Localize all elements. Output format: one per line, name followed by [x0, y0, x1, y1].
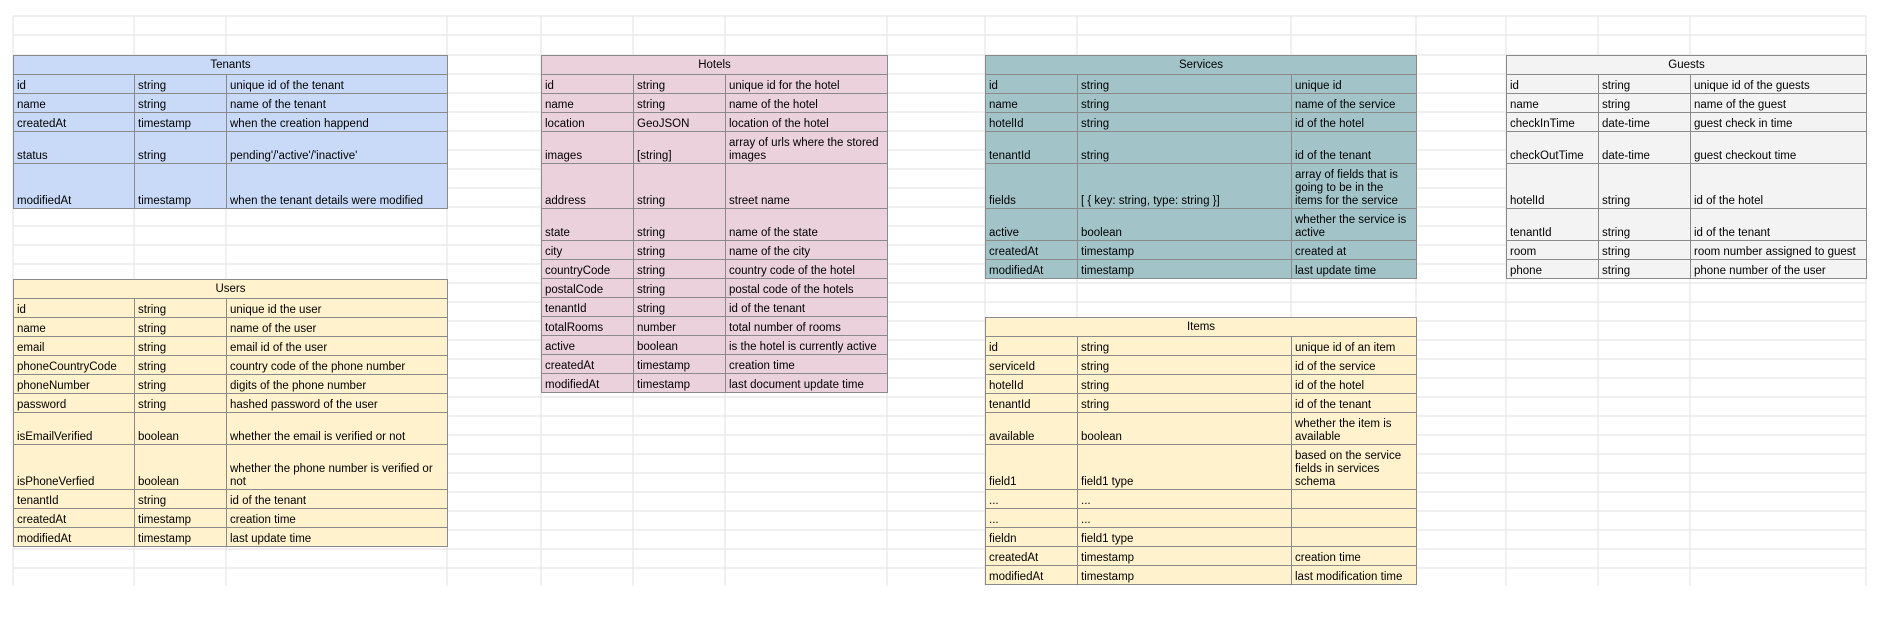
items-title: Items — [986, 318, 1417, 337]
field-description[interactable]: based on the service fields in services schema — [1292, 445, 1417, 490]
field-name[interactable]: fieldn — [986, 528, 1078, 547]
field-name[interactable]: active — [986, 209, 1078, 241]
field-name[interactable]: totalRooms — [542, 317, 634, 336]
field-description[interactable]: unique id for the hotel — [726, 75, 888, 94]
field-name[interactable]: email — [14, 337, 135, 356]
table-row — [986, 337, 1417, 356]
field-type[interactable]: string — [135, 375, 227, 394]
field-name[interactable]: name — [14, 318, 135, 337]
field-description[interactable]: whether the item is available — [1292, 413, 1417, 445]
field-name[interactable]: city — [542, 241, 634, 260]
field-type[interactable]: string — [1078, 94, 1292, 113]
field-name[interactable]: modifiedAt — [986, 260, 1078, 279]
field-type[interactable]: field1 type — [1078, 528, 1292, 547]
field-type[interactable]: string — [634, 164, 726, 209]
table-row — [986, 260, 1417, 279]
field-name[interactable]: createdAt — [14, 509, 135, 528]
field-description[interactable]: hashed password of the user — [227, 394, 448, 413]
table-row — [542, 317, 888, 336]
field-type[interactable]: date-time — [1599, 113, 1691, 132]
field-description[interactable]: country code of the phone number — [227, 356, 448, 375]
field-description[interactable]: unique id of the guests — [1691, 75, 1867, 94]
field-type[interactable]: string — [135, 132, 227, 164]
field-name[interactable]: id — [1507, 75, 1599, 94]
field-description[interactable]: room number assigned to guest — [1691, 241, 1867, 260]
field-name[interactable]: location — [542, 113, 634, 132]
table-row — [542, 209, 888, 241]
table-row — [14, 132, 448, 164]
table-row — [986, 547, 1417, 566]
field-name[interactable]: tenantId — [1507, 209, 1599, 241]
field-type[interactable]: string — [634, 260, 726, 279]
field-description[interactable]: creation time — [726, 355, 888, 374]
field-description[interactable]: when the tenant details were modified — [227, 164, 448, 209]
table-row — [542, 355, 888, 374]
field-description[interactable]: creation time — [1292, 547, 1417, 566]
field-name[interactable]: id — [542, 75, 634, 94]
field-description[interactable]: id of the tenant — [1292, 394, 1417, 413]
field-type[interactable]: string — [1078, 113, 1292, 132]
field-description[interactable]: id of the tenant — [1292, 132, 1417, 164]
table-row — [14, 490, 448, 509]
field-type[interactable]: GeoJSON — [634, 113, 726, 132]
field-type[interactable]: timestamp — [1078, 260, 1292, 279]
table-row — [1507, 113, 1867, 132]
field-type[interactable]: timestamp — [135, 164, 227, 209]
field-description[interactable] — [1292, 509, 1417, 528]
field-name[interactable]: id — [14, 299, 135, 318]
users-table — [13, 279, 448, 547]
table-row — [986, 209, 1417, 241]
field-name[interactable]: createdAt — [542, 355, 634, 374]
field-type[interactable]: string — [135, 75, 227, 94]
table-row — [986, 394, 1417, 413]
table-row — [14, 299, 448, 318]
table-row — [986, 75, 1417, 94]
field-name[interactable]: countryCode — [542, 260, 634, 279]
field-type[interactable]: timestamp — [135, 113, 227, 132]
field-description[interactable]: unique id of an item — [1292, 337, 1417, 356]
field-type[interactable]: timestamp — [1078, 241, 1292, 260]
field-type[interactable]: timestamp — [634, 374, 726, 393]
field-type[interactable]: string — [135, 94, 227, 113]
field-name[interactable]: modifiedAt — [986, 566, 1078, 585]
field-name[interactable]: name — [986, 94, 1078, 113]
field-type[interactable]: string — [135, 394, 227, 413]
table-row — [986, 356, 1417, 375]
services-table — [985, 55, 1417, 279]
field-name[interactable]: createdAt — [14, 113, 135, 132]
field-name[interactable]: address — [542, 164, 634, 209]
field-name[interactable]: postalCode — [542, 279, 634, 298]
field-description[interactable]: guest checkout time — [1691, 132, 1867, 164]
field-type[interactable]: boolean — [1078, 413, 1292, 445]
table-row — [14, 356, 448, 375]
table-row — [14, 509, 448, 528]
table-row — [986, 490, 1417, 509]
field-type[interactable]: ... — [1078, 509, 1292, 528]
field-type[interactable]: string — [135, 318, 227, 337]
users-title: Users — [14, 280, 448, 299]
table-row — [14, 445, 448, 490]
table-row — [986, 375, 1417, 394]
field-description[interactable]: id of the hotel — [1691, 164, 1867, 209]
field-name[interactable]: images — [542, 132, 634, 164]
table-row — [1507, 164, 1867, 209]
field-description[interactable]: id of the hotel — [1292, 113, 1417, 132]
field-name[interactable]: phoneCountryCode — [14, 356, 135, 375]
table-row — [14, 337, 448, 356]
table-row — [986, 132, 1417, 164]
field-description[interactable]: pending'/'active'/'inactive' — [227, 132, 448, 164]
field-description[interactable]: creation time — [227, 509, 448, 528]
field-name[interactable]: tenantId — [986, 394, 1078, 413]
table-row — [14, 528, 448, 547]
field-name[interactable]: tenantId — [986, 132, 1078, 164]
field-name[interactable]: createdAt — [986, 241, 1078, 260]
field-description[interactable]: location of the hotel — [726, 113, 888, 132]
field-type[interactable]: string — [634, 241, 726, 260]
table-row — [542, 94, 888, 113]
table-row — [986, 566, 1417, 585]
field-description[interactable]: last modification time — [1292, 566, 1417, 585]
field-description[interactable]: name of the tenant — [227, 94, 448, 113]
field-type[interactable]: string — [135, 490, 227, 509]
field-name[interactable]: id — [14, 75, 135, 94]
field-type[interactable]: boolean — [634, 336, 726, 355]
field-description[interactable]: last update time — [1292, 260, 1417, 279]
field-name[interactable]: modifiedAt — [14, 164, 135, 209]
table-row — [1507, 241, 1867, 260]
field-name[interactable]: active — [542, 336, 634, 355]
table-row — [986, 445, 1417, 490]
table-row — [542, 279, 888, 298]
field-type[interactable]: number — [634, 317, 726, 336]
table-row — [542, 164, 888, 209]
field-description[interactable]: total number of rooms — [726, 317, 888, 336]
field-type[interactable]: date-time — [1599, 132, 1691, 164]
table-row — [542, 132, 888, 164]
field-type[interactable]: string — [634, 209, 726, 241]
field-description[interactable]: digits of the phone number — [227, 375, 448, 394]
table-row — [542, 113, 888, 132]
guests-title: Guests — [1507, 56, 1867, 75]
field-type[interactable]: [ { key: string, type: string }] — [1078, 164, 1292, 209]
services-title: Services — [986, 56, 1417, 75]
field-type[interactable]: string — [1599, 241, 1691, 260]
field-description[interactable]: name of the service — [1292, 94, 1417, 113]
field-type[interactable]: string — [1599, 260, 1691, 279]
table-row — [14, 164, 448, 209]
field-description[interactable]: whether the email is verified or not — [227, 413, 448, 445]
table-row — [542, 75, 888, 94]
table-row — [14, 318, 448, 337]
field-name[interactable]: status — [14, 132, 135, 164]
field-description[interactable]: unique id of the tenant — [227, 75, 448, 94]
field-type[interactable]: string — [135, 337, 227, 356]
field-description[interactable]: phone number of the user — [1691, 260, 1867, 279]
table-row — [542, 336, 888, 355]
field-description[interactable]: street name — [726, 164, 888, 209]
field-type[interactable]: field1 type — [1078, 445, 1292, 490]
field-name[interactable]: checkInTime — [1507, 113, 1599, 132]
field-name[interactable]: phone — [1507, 260, 1599, 279]
field-name[interactable]: isEmailVerified — [14, 413, 135, 445]
field-type[interactable]: string — [1599, 209, 1691, 241]
table-row — [14, 375, 448, 394]
field-description[interactable]: id of the service — [1292, 356, 1417, 375]
field-description[interactable]: whether the phone number is verified or not — [227, 445, 448, 490]
field-type[interactable]: string — [1078, 132, 1292, 164]
field-description[interactable]: is the hotel is currently active — [726, 336, 888, 355]
field-type[interactable]: boolean — [135, 445, 227, 490]
field-name[interactable]: id — [986, 75, 1078, 94]
table-row — [542, 241, 888, 260]
field-name[interactable]: name — [14, 94, 135, 113]
field-description[interactable]: created at — [1292, 241, 1417, 260]
field-type[interactable]: boolean — [135, 413, 227, 445]
table-row — [14, 75, 448, 94]
table-row — [986, 164, 1417, 209]
field-type[interactable]: timestamp — [135, 528, 227, 547]
field-type[interactable]: timestamp — [634, 355, 726, 374]
field-description[interactable]: name of the city — [726, 241, 888, 260]
field-name[interactable]: name — [542, 94, 634, 113]
field-name[interactable]: hotelId — [986, 113, 1078, 132]
field-description[interactable]: unique id the user — [227, 299, 448, 318]
table-row — [1507, 209, 1867, 241]
field-description[interactable]: array of fields that is going to be in the items for the service — [1292, 164, 1417, 209]
field-description[interactable]: name of the user — [227, 318, 448, 337]
field-name[interactable]: password — [14, 394, 135, 413]
field-description[interactable]: id of the hotel — [1292, 375, 1417, 394]
field-type[interactable]: string — [1078, 356, 1292, 375]
field-name[interactable]: isPhoneVerfied — [14, 445, 135, 490]
table-row — [1507, 94, 1867, 113]
field-description[interactable] — [1292, 490, 1417, 509]
field-name[interactable]: serviceId — [986, 356, 1078, 375]
table-row — [542, 298, 888, 317]
field-type[interactable]: [string] — [634, 132, 726, 164]
field-type[interactable]: string — [135, 356, 227, 375]
field-name[interactable]: phoneNumber — [14, 375, 135, 394]
table-row — [986, 509, 1417, 528]
field-type[interactable]: string — [1078, 337, 1292, 356]
field-type[interactable]: string — [1599, 164, 1691, 209]
field-name[interactable]: id — [986, 337, 1078, 356]
field-type[interactable]: string — [1078, 394, 1292, 413]
field-type[interactable]: string — [634, 75, 726, 94]
table-row — [1507, 75, 1867, 94]
field-type[interactable]: string — [135, 299, 227, 318]
field-name[interactable]: ... — [986, 509, 1078, 528]
field-description[interactable]: unique id — [1292, 75, 1417, 94]
field-description[interactable]: country code of the hotel — [726, 260, 888, 279]
field-type[interactable]: string — [1078, 75, 1292, 94]
field-type[interactable]: timestamp — [135, 509, 227, 528]
items-table — [985, 317, 1417, 585]
table-row — [14, 113, 448, 132]
field-type[interactable]: timestamp — [1078, 566, 1292, 585]
field-description[interactable]: name of the state — [726, 209, 888, 241]
table-row — [986, 241, 1417, 260]
hotels-title: Hotels — [542, 56, 888, 75]
table-row — [986, 113, 1417, 132]
field-name[interactable]: hotelId — [1507, 164, 1599, 209]
field-description[interactable]: email id of the user — [227, 337, 448, 356]
field-type[interactable]: timestamp — [1078, 547, 1292, 566]
field-description[interactable]: id of the tenant — [726, 298, 888, 317]
tenants-table — [13, 55, 448, 209]
field-name[interactable]: modifiedAt — [14, 528, 135, 547]
table-row — [14, 394, 448, 413]
field-name[interactable]: checkOutTime — [1507, 132, 1599, 164]
field-description[interactable]: last document update time — [726, 374, 888, 393]
field-name[interactable]: tenantId — [14, 490, 135, 509]
field-description[interactable]: when the creation happend — [227, 113, 448, 132]
table-row — [986, 528, 1417, 547]
field-type[interactable]: string — [1599, 75, 1691, 94]
hotels-table — [541, 55, 888, 393]
field-type[interactable]: string — [634, 279, 726, 298]
field-description[interactable]: whether the service is active — [1292, 209, 1417, 241]
table-row — [986, 94, 1417, 113]
field-name[interactable]: createdAt — [986, 547, 1078, 566]
field-description[interactable]: array of urls where the stored images — [726, 132, 888, 164]
field-name[interactable]: available — [986, 413, 1078, 445]
field-name[interactable]: fields — [986, 164, 1078, 209]
table-row — [1507, 132, 1867, 164]
table-row — [542, 374, 888, 393]
field-description[interactable]: postal code of the hotels — [726, 279, 888, 298]
field-name[interactable]: ... — [986, 490, 1078, 509]
field-name[interactable]: room — [1507, 241, 1599, 260]
field-type[interactable]: string — [1078, 375, 1292, 394]
field-type[interactable]: ... — [1078, 490, 1292, 509]
field-type[interactable]: string — [1599, 94, 1691, 113]
table-row — [1507, 260, 1867, 279]
field-name[interactable]: hotelId — [986, 375, 1078, 394]
field-name[interactable]: modifiedAt — [542, 374, 634, 393]
field-description[interactable]: name of the hotel — [726, 94, 888, 113]
field-name[interactable]: field1 — [986, 445, 1078, 490]
field-name[interactable]: name — [1507, 94, 1599, 113]
guests-table — [1506, 55, 1867, 279]
field-description[interactable]: id of the tenant — [227, 490, 448, 509]
field-type[interactable]: string — [634, 298, 726, 317]
field-name[interactable]: tenantId — [542, 298, 634, 317]
table-row — [542, 260, 888, 279]
field-type[interactable]: boolean — [1078, 209, 1292, 241]
table-row — [14, 94, 448, 113]
field-description[interactable]: last update time — [227, 528, 448, 547]
field-description[interactable]: id of the tenant — [1691, 209, 1867, 241]
field-description[interactable]: name of the guest — [1691, 94, 1867, 113]
table-row — [986, 413, 1417, 445]
field-description[interactable]: guest check in time — [1691, 113, 1867, 132]
field-description[interactable] — [1292, 528, 1417, 547]
tenants-title: Tenants — [14, 56, 448, 75]
table-row — [14, 413, 448, 445]
field-type[interactable]: string — [634, 94, 726, 113]
field-name[interactable]: state — [542, 209, 634, 241]
